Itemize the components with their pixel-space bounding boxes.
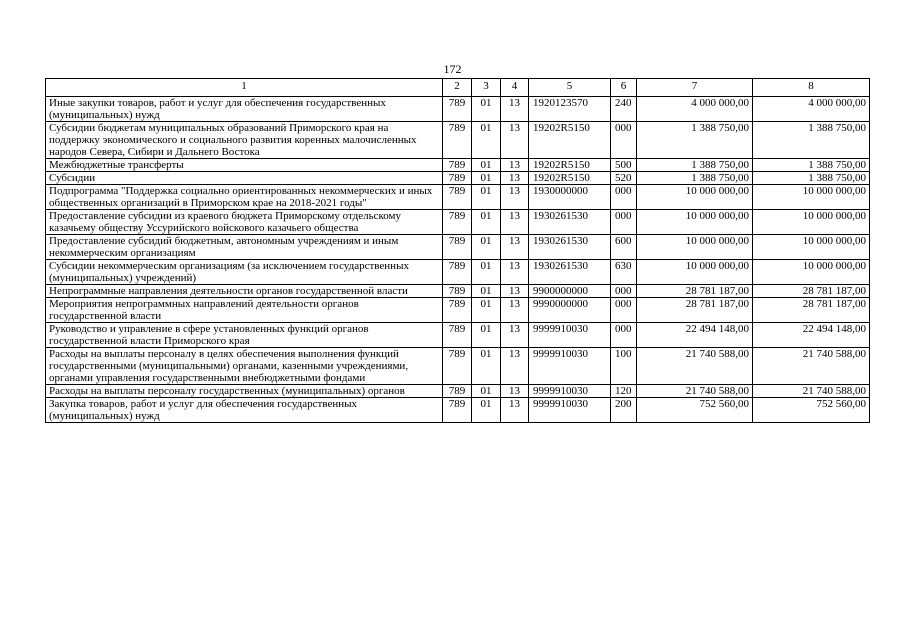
cell-expense-type: 100 (611, 348, 637, 385)
cell-ministry: 789 (443, 235, 472, 260)
cell-amount-1: 4 000 000,00 (637, 97, 753, 122)
cell-section: 01 (472, 159, 501, 172)
header-row (46, 79, 870, 97)
cell-ministry: 789 (443, 348, 472, 385)
cell-target-article: 9999910030 (529, 348, 611, 385)
cell-ministry: 789 (443, 285, 472, 298)
cell-subsection: 13 (501, 210, 529, 235)
cell-subsection: 13 (501, 298, 529, 323)
header-cell-subsection: 4 (501, 79, 529, 97)
cell-amount-2: 28 781 187,00 (753, 298, 870, 323)
cell-subsection: 13 (501, 285, 529, 298)
cell-subsection: 13 (501, 172, 529, 185)
cell-amount-1: 10 000 000,00 (637, 185, 753, 210)
table-body (46, 97, 870, 423)
cell-expense-type: 000 (611, 285, 637, 298)
cell-section: 01 (472, 122, 501, 159)
table-row (46, 298, 870, 323)
cell-subsection: 13 (501, 385, 529, 398)
cell-target-article: 9999910030 (529, 385, 611, 398)
cell-subsection: 13 (501, 122, 529, 159)
cell-ministry: 789 (443, 398, 472, 423)
cell-target-article: 1920123570 (529, 97, 611, 122)
cell-amount-1: 21 740 588,00 (637, 348, 753, 385)
cell-expense-type: 600 (611, 235, 637, 260)
cell-amount-2: 28 781 187,00 (753, 285, 870, 298)
cell-expense-type: 200 (611, 398, 637, 423)
cell-ministry: 789 (443, 97, 472, 122)
cell-expense-type: 000 (611, 298, 637, 323)
cell-amount-1: 1 388 750,00 (637, 172, 753, 185)
cell-amount-1: 1 388 750,00 (637, 122, 753, 159)
table-row (46, 185, 870, 210)
cell-ministry: 789 (443, 298, 472, 323)
table-row (46, 122, 870, 159)
cell-amount-2: 10 000 000,00 (753, 260, 870, 285)
cell-expense-type: 240 (611, 97, 637, 122)
table-row (46, 235, 870, 260)
cell-amount-1: 10 000 000,00 (637, 260, 753, 285)
cell-name: Расходы на выплаты персоналу в целях обеспечения выполнения функций государственными (муниципальными) органами, казенными учреждениями, органами управления государственными внебюджетными фондами (46, 348, 443, 385)
cell-ministry: 789 (443, 260, 472, 285)
cell-name: Иные закупки товаров, работ и услуг для обеспечения государственных (муниципальных) нужд (46, 97, 443, 122)
cell-amount-1: 10 000 000,00 (637, 210, 753, 235)
cell-expense-type: 500 (611, 159, 637, 172)
header-cell-section: 3 (472, 79, 501, 97)
cell-target-article: 9999910030 (529, 398, 611, 423)
cell-amount-2: 22 494 148,00 (753, 323, 870, 348)
cell-section: 01 (472, 323, 501, 348)
table-row (46, 348, 870, 385)
header-cell-amount-1: 7 (637, 79, 753, 97)
cell-ministry: 789 (443, 210, 472, 235)
cell-amount-2: 1 388 750,00 (753, 159, 870, 172)
cell-expense-type: 000 (611, 185, 637, 210)
header-cell-name: 1 (46, 79, 443, 97)
cell-target-article: 1930261530 (529, 210, 611, 235)
table-row (46, 260, 870, 285)
table-row (46, 385, 870, 398)
cell-section: 01 (472, 97, 501, 122)
cell-name: Подпрограмма "Поддержка социально ориентированных некоммерческих и иных общественных организаций в Приморском крае на 2018-2021 годы" (46, 185, 443, 210)
cell-name: Субсидии бюджетам муниципальных образований Приморского края на поддержку экономического и социального развития коренных малочисленных народов Севера, Сибири и Дальнего Востока (46, 122, 443, 159)
cell-expense-type: 000 (611, 323, 637, 348)
cell-section: 01 (472, 235, 501, 260)
cell-subsection: 13 (501, 348, 529, 385)
table-row (46, 398, 870, 423)
cell-section: 01 (472, 172, 501, 185)
cell-subsection: 13 (501, 159, 529, 172)
cell-subsection: 13 (501, 97, 529, 122)
cell-amount-2: 21 740 588,00 (753, 385, 870, 398)
cell-amount-1: 22 494 148,00 (637, 323, 753, 348)
cell-amount-1: 752 560,00 (637, 398, 753, 423)
cell-name: Предоставление субсидии из краевого бюджета Приморскому отдельскому казачьему обществу Уссурийского войскового казачьего общества (46, 210, 443, 235)
cell-name: Расходы на выплаты персоналу государственных (муниципальных) органов (46, 385, 443, 398)
cell-amount-2: 1 388 750,00 (753, 122, 870, 159)
cell-target-article: 1930261530 (529, 260, 611, 285)
cell-target-article: 19202R5150 (529, 122, 611, 159)
cell-subsection: 13 (501, 185, 529, 210)
cell-expense-type: 000 (611, 210, 637, 235)
cell-target-article: 1930000000 (529, 185, 611, 210)
cell-amount-1: 28 781 187,00 (637, 285, 753, 298)
cell-section: 01 (472, 210, 501, 235)
cell-section: 01 (472, 298, 501, 323)
cell-amount-2: 21 740 588,00 (753, 348, 870, 385)
cell-amount-1: 10 000 000,00 (637, 235, 753, 260)
cell-amount-1: 1 388 750,00 (637, 159, 753, 172)
cell-section: 01 (472, 285, 501, 298)
cell-name: Непрограммные направления деятельности органов государственной власти (46, 285, 443, 298)
cell-ministry: 789 (443, 122, 472, 159)
cell-ministry: 789 (443, 185, 472, 210)
cell-subsection: 13 (501, 235, 529, 260)
cell-name: Руководство и управление в сфере установленных функций органов государственной власти Приморского края (46, 323, 443, 348)
cell-name: Предоставление субсидий бюджетным, автономным учреждениям и иным некоммерческим организациям (46, 235, 443, 260)
cell-target-article: 1930261530 (529, 235, 611, 260)
cell-name: Межбюджетные трансферты (46, 159, 443, 172)
cell-section: 01 (472, 385, 501, 398)
cell-section: 01 (472, 185, 501, 210)
cell-ministry: 789 (443, 323, 472, 348)
cell-ministry: 789 (443, 159, 472, 172)
cell-name: Закупка товаров, работ и услуг для обеспечения государственных (муниципальных) нужд (46, 398, 443, 423)
cell-expense-type: 120 (611, 385, 637, 398)
table-row (46, 210, 870, 235)
cell-amount-1: 28 781 187,00 (637, 298, 753, 323)
cell-target-article: 9900000000 (529, 285, 611, 298)
header-cell-expense-type: 6 (611, 79, 637, 97)
cell-subsection: 13 (501, 260, 529, 285)
header-cell-ministry: 2 (443, 79, 472, 97)
cell-target-article: 9990000000 (529, 298, 611, 323)
cell-amount-2: 10 000 000,00 (753, 235, 870, 260)
cell-subsection: 13 (501, 323, 529, 348)
table-row (46, 323, 870, 348)
cell-amount-2: 10 000 000,00 (753, 210, 870, 235)
cell-target-article: 9999910030 (529, 323, 611, 348)
cell-target-article: 19202R5150 (529, 159, 611, 172)
cell-amount-2: 10 000 000,00 (753, 185, 870, 210)
cell-amount-1: 21 740 588,00 (637, 385, 753, 398)
cell-amount-2: 1 388 750,00 (753, 172, 870, 185)
cell-ministry: 789 (443, 385, 472, 398)
cell-subsection: 13 (501, 398, 529, 423)
cell-expense-type: 000 (611, 122, 637, 159)
cell-amount-2: 4 000 000,00 (753, 97, 870, 122)
cell-section: 01 (472, 398, 501, 423)
page-number: 172 (443, 62, 462, 76)
table-row (46, 172, 870, 185)
header-cell-amount-2: 8 (753, 79, 870, 97)
budget-table (45, 78, 870, 423)
cell-name: Мероприятия непрограммных направлений деятельности органов государственной власти (46, 298, 443, 323)
cell-section: 01 (472, 348, 501, 385)
cell-name: Субсидии (46, 172, 443, 185)
table-row (46, 159, 870, 172)
table-row (46, 97, 870, 122)
cell-target-article: 19202R5150 (529, 172, 611, 185)
cell-expense-type: 630 (611, 260, 637, 285)
cell-section: 01 (472, 260, 501, 285)
cell-expense-type: 520 (611, 172, 637, 185)
cell-amount-2: 752 560,00 (753, 398, 870, 423)
cell-ministry: 789 (443, 172, 472, 185)
header-cell-target-article: 5 (529, 79, 611, 97)
cell-name: Субсидии некоммерческим организациям (за исключением государственных (муниципальных) учреждений) (46, 260, 443, 285)
table-row (46, 285, 870, 298)
